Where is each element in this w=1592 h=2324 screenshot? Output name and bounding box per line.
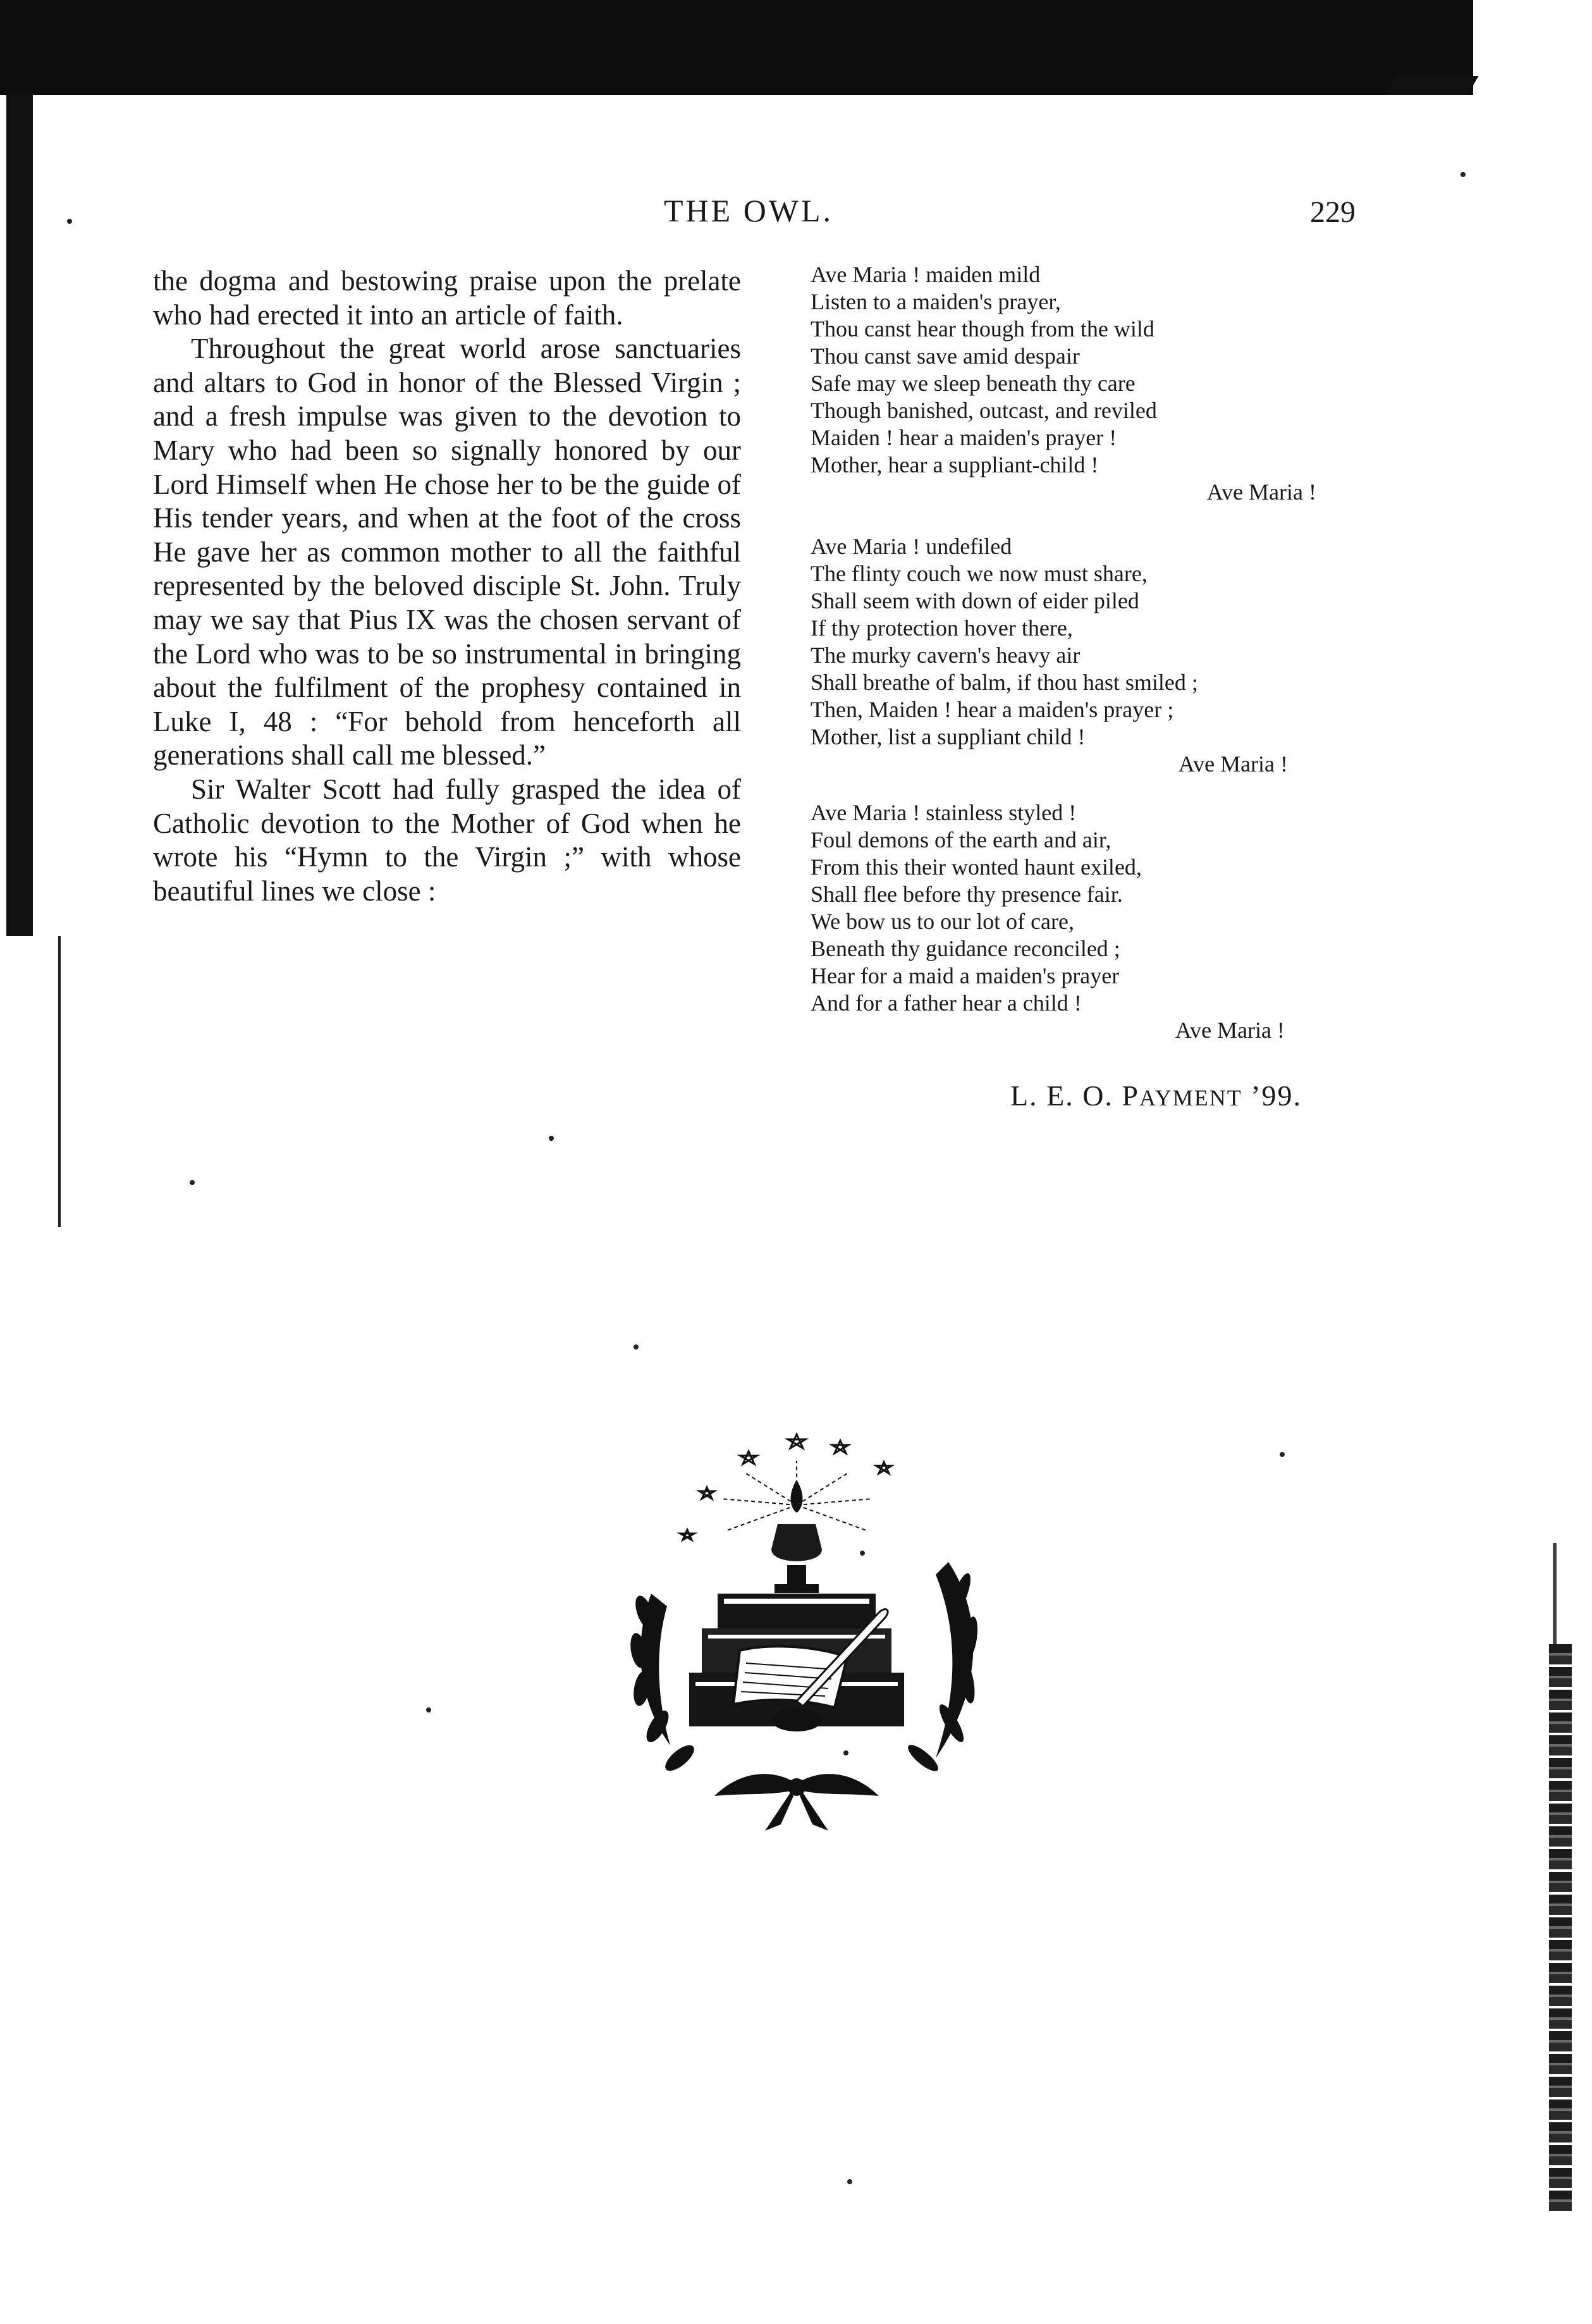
- page-number: 229: [1310, 195, 1356, 229]
- poem-stanza: [811, 799, 1316, 1044]
- speck: [549, 1136, 554, 1141]
- speck: [847, 2179, 852, 2184]
- paragraph: Throughout the great world arose sanctuaries and altars to God in honor of the Blessed Virgin ; and a fresh impulse was given to the devotion to Mary who had been so signally honored by our Lord Himself when He chose her to be the guide of His tender years, and when at the foot of the cross He gave her as common mother to all the faithful represented by the beloved disciple St. John. Truly may we say that Pius IX was the chosen servant of the Lord who was to be so instrumental in bringing about the fulfilment of the prophesy contained in Luke I, 48 : “For behold from henceforth all generations shall call me blessed.”: [153, 333, 741, 772]
- poem-line: Shall seem with down of eider piled: [811, 588, 1139, 613]
- poem-line: If thy protection hover there,: [811, 615, 1073, 641]
- poem-line: And for a father hear a child !: [811, 990, 1082, 1016]
- poem-line: Ave Maria ! undefiled: [811, 534, 1012, 559]
- speck: [634, 1344, 639, 1350]
- speck: [426, 1707, 431, 1712]
- poem-stanza: [811, 261, 1316, 506]
- poem-line: Then, Maiden ! hear a maiden's prayer ;: [811, 697, 1174, 722]
- paragraph: the dogma and bestowing praise upon the prelate who had erected it into an article of faith.: [153, 265, 741, 331]
- poem-line: Beneath thy guidance reconciled ;: [811, 936, 1120, 961]
- signature-year: ’99.: [1242, 1079, 1302, 1112]
- scan-border-top-tail: [1385, 76, 1478, 95]
- poem-line: Ave Maria ! maiden mild: [811, 262, 1041, 287]
- poem-line: Thou canst hear though from the wild: [811, 316, 1154, 341]
- poem-line: Foul demons of the earth and air,: [811, 827, 1111, 852]
- poem-line: Maiden ! hear a maiden's prayer !: [811, 425, 1117, 450]
- poem-line: Safe may we sleep beneath thy care: [811, 371, 1136, 396]
- scan-edge-right: [1549, 1644, 1572, 2213]
- author-signature: [1010, 1079, 1302, 1112]
- running-head: THE OWL.: [664, 193, 834, 228]
- poem-line: Ave Maria ! stainless styled !: [811, 800, 1077, 825]
- poem-line: Hear for a maid a maiden's prayer: [811, 963, 1120, 988]
- poem-refrain: Ave Maria !: [1178, 751, 1288, 777]
- poem-line: From this their wonted haunt exiled,: [811, 854, 1142, 880]
- poem-line: Listen to a maiden's prayer,: [811, 289, 1061, 314]
- poem-refrain: Ave Maria !: [1175, 1018, 1285, 1043]
- poem-stanza: [811, 533, 1316, 778]
- paragraph: Sir Walter Scott had fully grasped the idea of Catholic devotion to the Mother of God when he wrote his “Hymn to the Virgin ;” with whose beautiful lines we close :: [153, 773, 741, 907]
- poem-line: Shall breathe of balm, if thou hast smiled ;: [811, 670, 1198, 695]
- poem-line: The flinty couch we now must share,: [811, 561, 1148, 586]
- speck: [1280, 1452, 1285, 1457]
- speck: [190, 1180, 195, 1185]
- scan-border-top: [0, 0, 1473, 95]
- poem-refrain: Ave Maria !: [1206, 479, 1316, 505]
- prose-column: [153, 264, 741, 908]
- scan-border-left-thin: [58, 936, 61, 1227]
- poem-line: Shall flee before thy presence fair.: [811, 882, 1123, 907]
- speck: [67, 219, 72, 224]
- poem-line: We bow us to our lot of care,: [811, 909, 1074, 934]
- scan-edge-right-thin: [1553, 1543, 1557, 1644]
- poem-line: The murky cavern's heavy air: [811, 642, 1081, 668]
- speck: [1460, 172, 1466, 177]
- scan-border-left: [6, 95, 33, 936]
- signature-initials: L. E. O. P: [1010, 1079, 1139, 1112]
- signature-small-caps: AYMENT: [1139, 1085, 1242, 1110]
- poem-line: Mother, list a suppliant child !: [811, 724, 1086, 749]
- lamp-books-wreath-vignette-icon: [607, 1404, 999, 1840]
- poem-line: Mother, hear a suppliant-child !: [811, 452, 1099, 477]
- poem-line: Thou canst save amid despair: [811, 343, 1080, 369]
- poem-line: Though banished, outcast, and reviled: [811, 398, 1157, 423]
